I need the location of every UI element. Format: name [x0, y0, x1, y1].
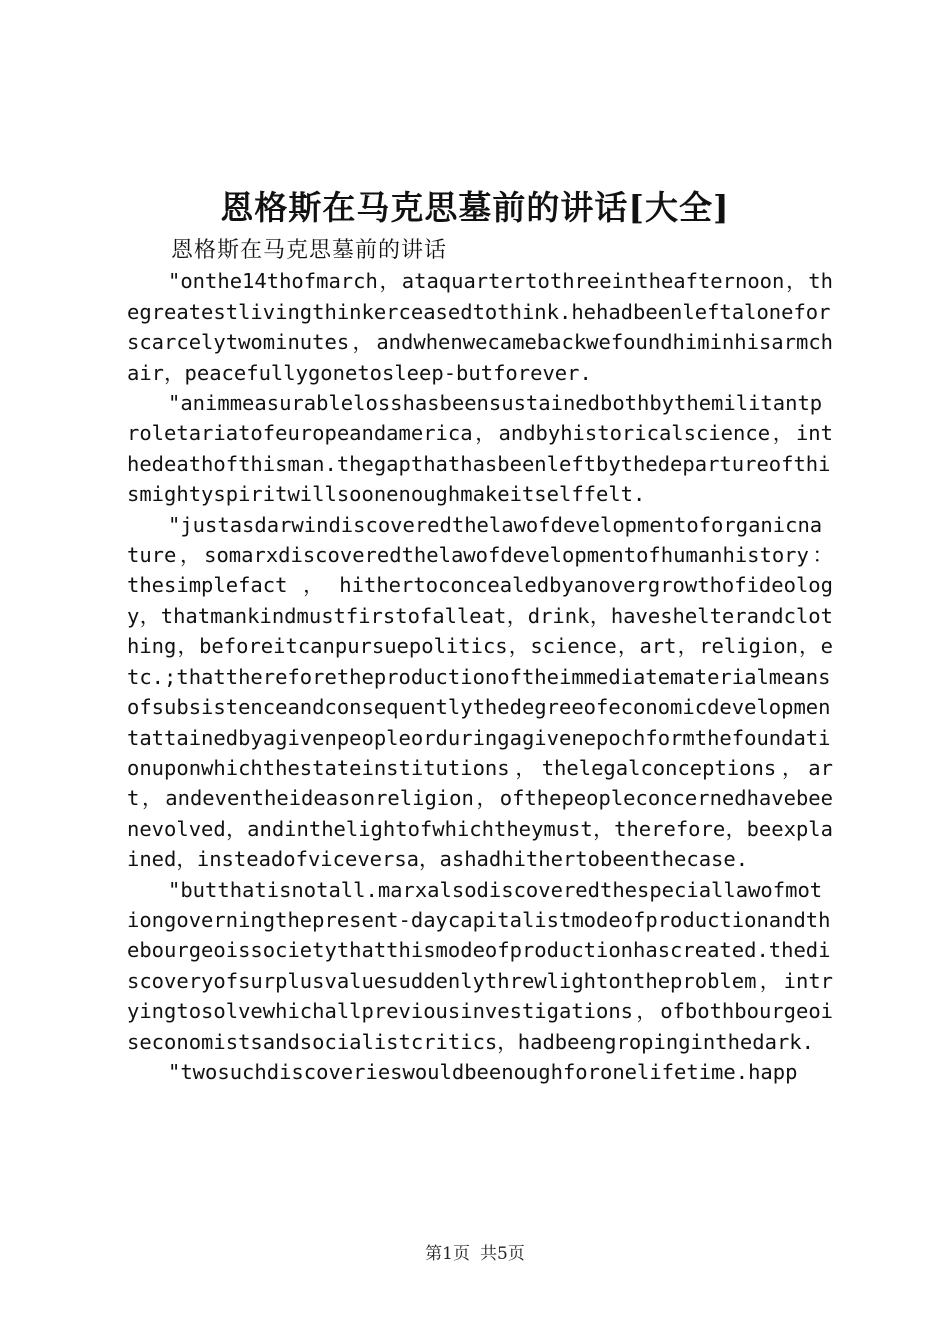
paragraph: "justasdarwindiscoveredthelawofdevelopmentoforganicnature，somarxdiscoveredthelawofdevelopmentofhumanhistory：thesimplefact，hithertoconcealedbyanovergrowthofideology，thatmankindmustfirstofalleat，drink，haveshelterandclothing，beforeitcanpursuepolitics，science，art，religion，etc.;thatthereforetheproductionoftheimmediatematerialmeansofsubsistenceandconsequentlythedegreeofeconomicdevelopmentattainedbyagivenpeopleorduringagivenepochformthefoundationuponwhichthestateinstitutions，thelegalconceptions，art，andeventheideasonreligion，ofthepeopleconcernedhavebeenevolved，andinthelightofwhichtheymust，therefore，beexplained，insteadofviceversa，ashadhithertobeenthecase. — [127, 512, 833, 872]
page-number-current: 第1页 — [425, 1244, 470, 1264]
document-body — [127, 236, 833, 1087]
page-number-total: 共5页 — [480, 1244, 525, 1264]
page-footer — [0, 1242, 950, 1266]
document-subtitle: 恩格斯在马克思墓前的讲话 — [171, 238, 448, 263]
document-title: 恩格斯在马克思墓前的讲话[大全] — [220, 188, 730, 227]
paragraph: "animmeasurablelosshasbeensustainedbothbythemilitantproletariatofeuropeandamerica，andbyhistoricalscience，inthedeathofthisman.thegapthathasbeenleftbythedepartureofthismightyspiritwillsoonenoughmakeitselffelt. — [127, 391, 833, 507]
paragraph: "twosuchdiscoverieswouldbeenoughforonelifetime.happ — [168, 1059, 798, 1084]
paragraph: "butthatisnotall.marxalsodiscoveredthespeciallawofmotiongoverningthepresent-daycapitalistmodeofproductionandthebourgeoissocietythatthismodeofproductionhascreated.thediscoveryofsurplusvaluesuddenlythrewlightontheproblem，intryingtosolvewhichallpreviousinvestigations，ofbothbourgeoiseconomistsandsocialistcritics，hadbeengropinginthedark. — [127, 877, 833, 1054]
paragraph: "onthe14thofmarch，ataquartertothreeintheafternoon，thegreatestlivingthinkerceasedtothink.hehadbeenleftaloneforscarcelytwominutes，andwhenwecamebackwefoundhiminhisarmchair，peacefullygonetosleep-butforever. — [127, 269, 833, 385]
